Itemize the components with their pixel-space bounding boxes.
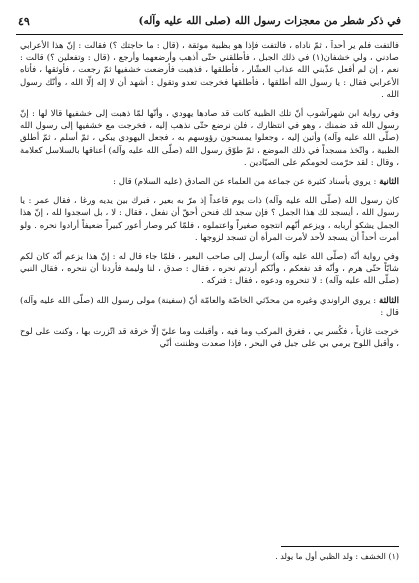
paragraph: فالتفت فلم ير أحداً ، ثمّ ناداه ، فالتفت فإذا هو بظبية موثقة ، (قال : ما حاجتك ؟) فقالت : إنّ هذا الأعرابي صادني ، ولي خشفان(١) في ذلك الجبل ، فأطلقني حتّى أذهب وأرضعهما وأرجع ، (قال : وتفعلين ؟) قالت : نعم ، إن لم أفعل عذّبني الله عذاب العشّار ، فأطلقها ، فذهبت فأرضعت خشفيها ثمّ رجعت ، فأوثقها ، فأتاه الأعرابي فقال : يا رسول الله أطلقها ، فأطلقها فخرجت تعدو وتقول : أشهد أن لا إله إلّا الله ، وأنّك رسول الله . xyxy=(20,41,399,100)
page-header xyxy=(18,10,401,32)
paragraph: خرجت غازياً ، فكُسر بي ، فغرق المركب وما فيه ، وأقبلت وما عليّ إلّا خرقة قد اتّزرت بها ، وكنت على لوح ، وأقبل اللوح يرمي بي على جبل في البحر ، فإذا صعدت وظننت أنّي xyxy=(20,327,399,350)
footnote-rule xyxy=(281,546,399,547)
main-text xyxy=(20,40,399,537)
paragraph-heading: الثانية : يروي بأسناد كثيرة عن جماعة من العلماء عن الصادق (عليه السلام) قال : xyxy=(113,177,399,188)
paragraph: وفي رواية ابن شهرآشوب أنّ تلك الظبية كانت قد صادها يهودي ، وأنّها لمّا ذهبت إلى خشفيها قالا لها : إنّ رسول الله قد ضمنك ، وهو في انتظارك ، فلن نرضع حتّى نذهب إليه ، فخرجت مع خشفيها إلى رسول الله (صلّى الله عليه وآله) وأتين إليه ، وجعلوا يمسحون رؤوسهم به ، فجعل اليهودي يبكي ، ثمّ أسلم ، ثمّ أطلق الظبية ، واتّخذ مسجداً في ذلك الموضع ، ثمّ طوّق رسول الله (صلّى الله عليه وآله) أعناقها بالسلاسل كعلامة ، وقال : لقد حرّمت لحومكم على الصيّادين . xyxy=(20,109,399,168)
page-number: ٤٩ xyxy=(18,14,30,28)
paragraph: كان رسول الله (صلّى الله عليه وآله) ذات يوم قاعداً إذ مرّ به بعير ، فبرك بين يديه ورغا ، فقال عمر : يا رسول الله ، أيسجد لك هذا الجمل ؟ فإن سجد لك فنحن أحقّ أن نفعل ، فقال : لا ، بل اسجدوا لله ، إنّ هذا الجمل يشكو أربابه ، ويزعم أنّهم انتجوه صغيراً واعتملوه ، فلمّا كبر وصار أعور كبيراً ضعيفاً أرادوا نحره . ولو أمرت أحداً أن يسجد لأحد لأمرت المرأة أن تسجد لزوجها . xyxy=(20,196,399,243)
paragraph: وفي رواية أنّه (صلّى الله عليه وآله) أرسل إلى صاحب البعير ، فلمّا جاء قال له : إنّ هذا يزعم أنّه كان لكم شابّاً حتّى هرم ، وأنّه قد نفعكم ، وأنّكم أردتم نحره ، فقال : صدق ، لنا وليمة فأردنا أن ننحره ، فقال النبي (صلّى الله عليه وآله) : لا تنحروه ودعوه ، فقال : فتركه . xyxy=(20,252,399,287)
footnote: (١) الخشف : ولد الظبي أول ما يولد . xyxy=(275,552,399,561)
section-label: الثالثة xyxy=(378,295,399,306)
section-label: الثانية xyxy=(379,177,399,188)
paragraph-heading: الثالثة : يروي الراوندي وغيره من محدّثي الخاصّة والعامّة أنّ (سفينة) مولى رسول الله (صلّى الله عليه وآله) قال : xyxy=(20,295,399,318)
running-title: في ذكر شطر من معجزات رسول الله (صلى الله عليه وآله) xyxy=(138,15,401,27)
header-rule xyxy=(16,34,403,35)
